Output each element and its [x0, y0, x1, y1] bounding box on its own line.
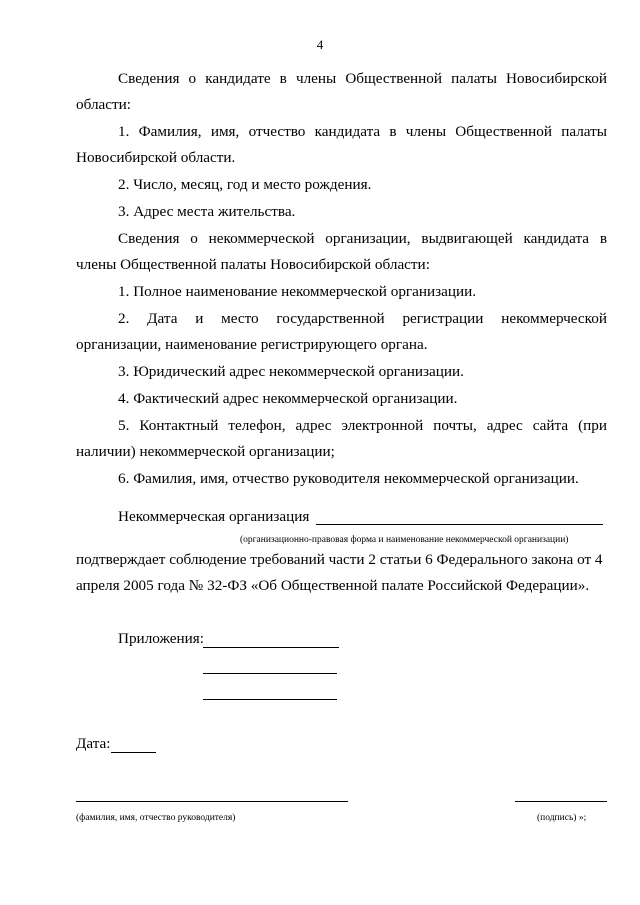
- attachment-blank-line-1[interactable]: [203, 647, 339, 648]
- paragraph-candidate-info: Сведения о кандидате в члены Общественной палаты Новосибирской области:: [76, 70, 607, 113]
- head-name-blank-line[interactable]: [76, 801, 348, 802]
- confirm-line-1: подтверждает соблюдение требований части 2 статьи 6 Федерального закона от 4: [76, 551, 603, 568]
- nco-label: Некоммерческая организация: [118, 508, 310, 525]
- page-number: 4: [316, 37, 324, 52]
- head-name-hint: (фамилия, имя, отчество руководителя): [76, 813, 236, 823]
- date-blank-line[interactable]: [111, 752, 156, 753]
- attachments-label: Приложения:: [118, 630, 204, 647]
- body-text: [76, 66, 607, 493]
- paragraph-nco-info: Сведения о некоммерческой организации, выдвигающей кандидата в члены Общественной палаты Новосибирской области:: [76, 230, 607, 273]
- confirm-line-2: апреля 2005 года № 32-ФЗ «Об Общественной палате Российской Федерации».: [76, 577, 590, 594]
- paragraph-item: 5. Контактный телефон, адрес электронной почты, адрес сайта (при наличии) некоммерческой организации;: [76, 417, 607, 460]
- paragraph-item: 1. Полное наименование некоммерческой организации.: [118, 283, 477, 300]
- paragraph-item: 2. Число, месяц, год и место рождения.: [118, 176, 372, 193]
- attachment-blank-line-2[interactable]: [203, 673, 337, 674]
- nco-name-blank-line[interactable]: [316, 524, 603, 525]
- nco-hint: (организационно-правовая форма и наименование некоммерческой организации): [240, 535, 569, 545]
- paragraph-item: 3. Адрес места жительства.: [118, 203, 296, 220]
- paragraph-item: 6. Фамилия, имя, отчество руководителя некоммерческой организации.: [118, 470, 579, 487]
- paragraph-item: 4. Фактический адрес некоммерческой организации.: [118, 390, 458, 407]
- signature-blank-line[interactable]: [515, 801, 607, 802]
- attachment-blank-line-3[interactable]: [203, 699, 337, 700]
- paragraph-item: 3. Юридический адрес некоммерческой организации.: [118, 363, 464, 380]
- paragraph-item: 2. Дата и место государственной регистрации некоммерческой организации, наименование регистрирующего органа.: [76, 310, 607, 353]
- signature-hint: (подпись) »;: [537, 813, 587, 823]
- date-label: Дата:: [76, 735, 111, 752]
- paragraph-item: 1. Фамилия, имя, отчество кандидата в члены Общественной палаты Новосибирской области.: [76, 123, 607, 166]
